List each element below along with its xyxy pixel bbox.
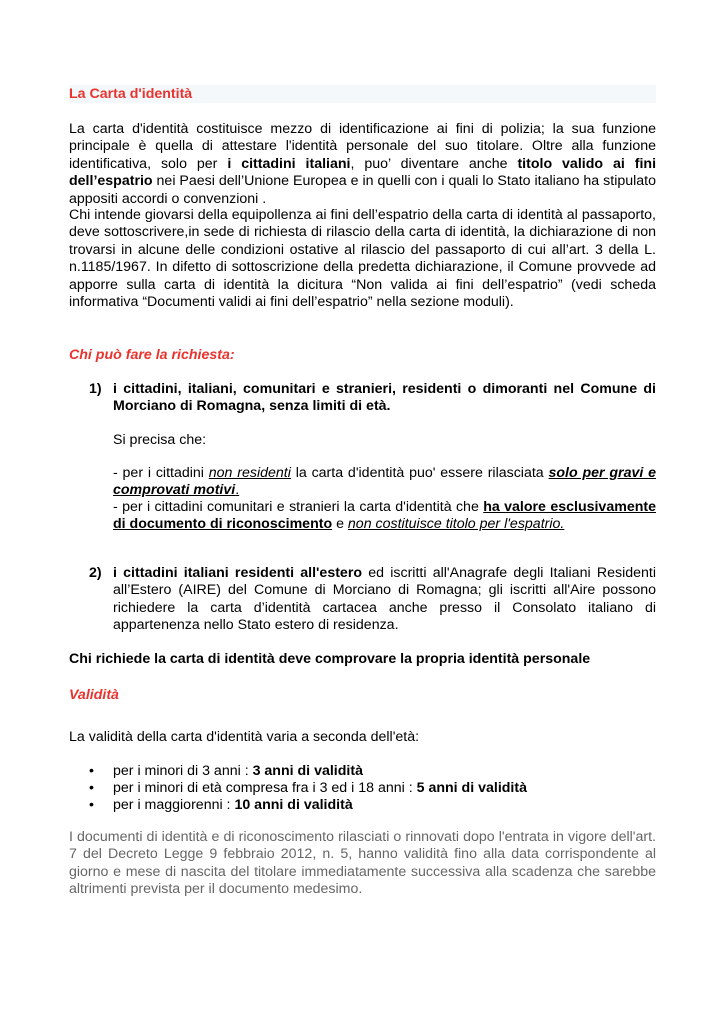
intro-paragraph-1	[69, 121, 656, 208]
bullet-value: 5 anni di validità	[416, 780, 527, 796]
section-heading-richiesta: Chi può fare la richiesta:	[69, 347, 235, 363]
note-text: - per i cittadini	[113, 465, 209, 481]
note-text: .	[235, 482, 240, 499]
intro-paragraph-2: Chi intende giovarsi della equipollenza ai fini dell’espatrio della carta di identità al passaporto, deve sottoscrivere,in sede di richiesta di rilascio della carta di identità, la dichiarazione di non trovarsi in alcune delle condizioni ostative al rilascio del passaporto di cui all’art. 3 della L. n.1185/1967. In difetto di sottoscrizione della predetta dichiarazione, il Comune provvede ad apporre sulla carta di identità la dicitura “Non valida ai fini dell’espatrio” (vedi scheda informativa “Documenti validi ai fini dell’espatrio” nella sezione moduli).	[69, 207, 656, 311]
intro-text: La carta d'identità costituisce mezzo di identificazione ai fini di polizia; la sua funzione principale è quella di attestare l'identità personale del suo titolare. Oltre alla funzione identificativa, solo per	[69, 121, 656, 172]
list-item-2	[89, 565, 656, 635]
list-number: 1)	[89, 381, 102, 397]
bullet-icon: •	[89, 780, 94, 796]
final-note: I documenti di identità e di riconoscimento rilasciati o rinnovati dopo l'entrata in vigore dell'art. 7 del Decreto Legge 9 febbraio 2012, n. 5, hanno validità fino alla data corrispondente al giorno e mese di nascita del titolare immediatamente successiva alla scadenza che sarebbe altrimenti prevista per il documento medesimo.	[69, 829, 656, 898]
bullet-value: 10 anni di validità	[234, 797, 353, 813]
bullet-label: per i minori di 3 anni :	[113, 763, 253, 779]
list-item-1	[89, 381, 656, 416]
note-non-espatrio: non costituisce titolo per l'espatrio.	[347, 516, 565, 533]
page-title: La Carta d'identità	[69, 86, 193, 102]
note-non-residenti: non residenti	[208, 465, 291, 481]
intro-bold-cittadini: i cittadini italiani	[217, 155, 351, 172]
intro-text: nei Paesi dell’Unione Europea e in quelli con i quali lo Stato italiano ha stipulato appositi accordi o convenzioni .	[69, 173, 656, 207]
note-gravi-motivi: solo per gravi e comprovati motivi	[113, 465, 656, 499]
bullet-label: per i maggiorenni :	[113, 797, 235, 813]
list-number: 2)	[89, 565, 102, 581]
bullet-label: per i minori di età compresa fra i 3 ed i 18 anni :	[113, 780, 417, 796]
list-item	[89, 763, 649, 780]
note-text: e	[332, 516, 348, 533]
comunitari-note	[89, 499, 656, 534]
bullet-value: 3 anni di validità	[252, 763, 363, 779]
bullet-icon: •	[89, 763, 94, 779]
list-item-2-text: ed iscritti all'Anagrafe degli Italiani Residenti all’Estero (AIRE) del Comune di Morciano di Romagna; gli iscritti all'Aire possono richiedere la carta d’identità cartacea anche presso il Consolato italiano di appartenenza nello Stato estero di residenza.	[113, 565, 656, 634]
bullet-icon: •	[89, 797, 94, 813]
precisa-label: Si precisa che:	[113, 432, 207, 448]
non-residenti-note	[89, 465, 656, 500]
intro-bold-titolo: titolo valido ai fini dell’espatrio	[69, 155, 657, 190]
validita-intro: La validità della carta d'identità varia a seconda dell'età:	[69, 729, 420, 745]
list-item	[89, 780, 649, 797]
note-documento-riconoscimento: ha valore esclusivamente di documento di riconoscimento	[113, 499, 657, 533]
comprova-statement: Chi richiede la carta di identità deve comprovare la propria identità personale	[69, 651, 591, 667]
note-text: la carta d'identità puo' essere rilasciata	[290, 465, 549, 481]
note-text: - per i cittadini comunitari e stranieri la carta d'identità che	[113, 499, 484, 515]
precisa-block	[89, 432, 656, 449]
intro-text: , puo’ diventare anche	[350, 155, 518, 172]
section-heading-validita: Validità	[69, 687, 119, 703]
list-item-2-bold: i cittadini italiani residenti all'estero	[113, 565, 363, 581]
list-item-1-text: i cittadini, italiani, comunitari e stranieri, residenti o dimoranti nel Comune di Morciano di Romagna, senza limiti di età.	[113, 381, 656, 415]
list-item	[89, 797, 649, 814]
